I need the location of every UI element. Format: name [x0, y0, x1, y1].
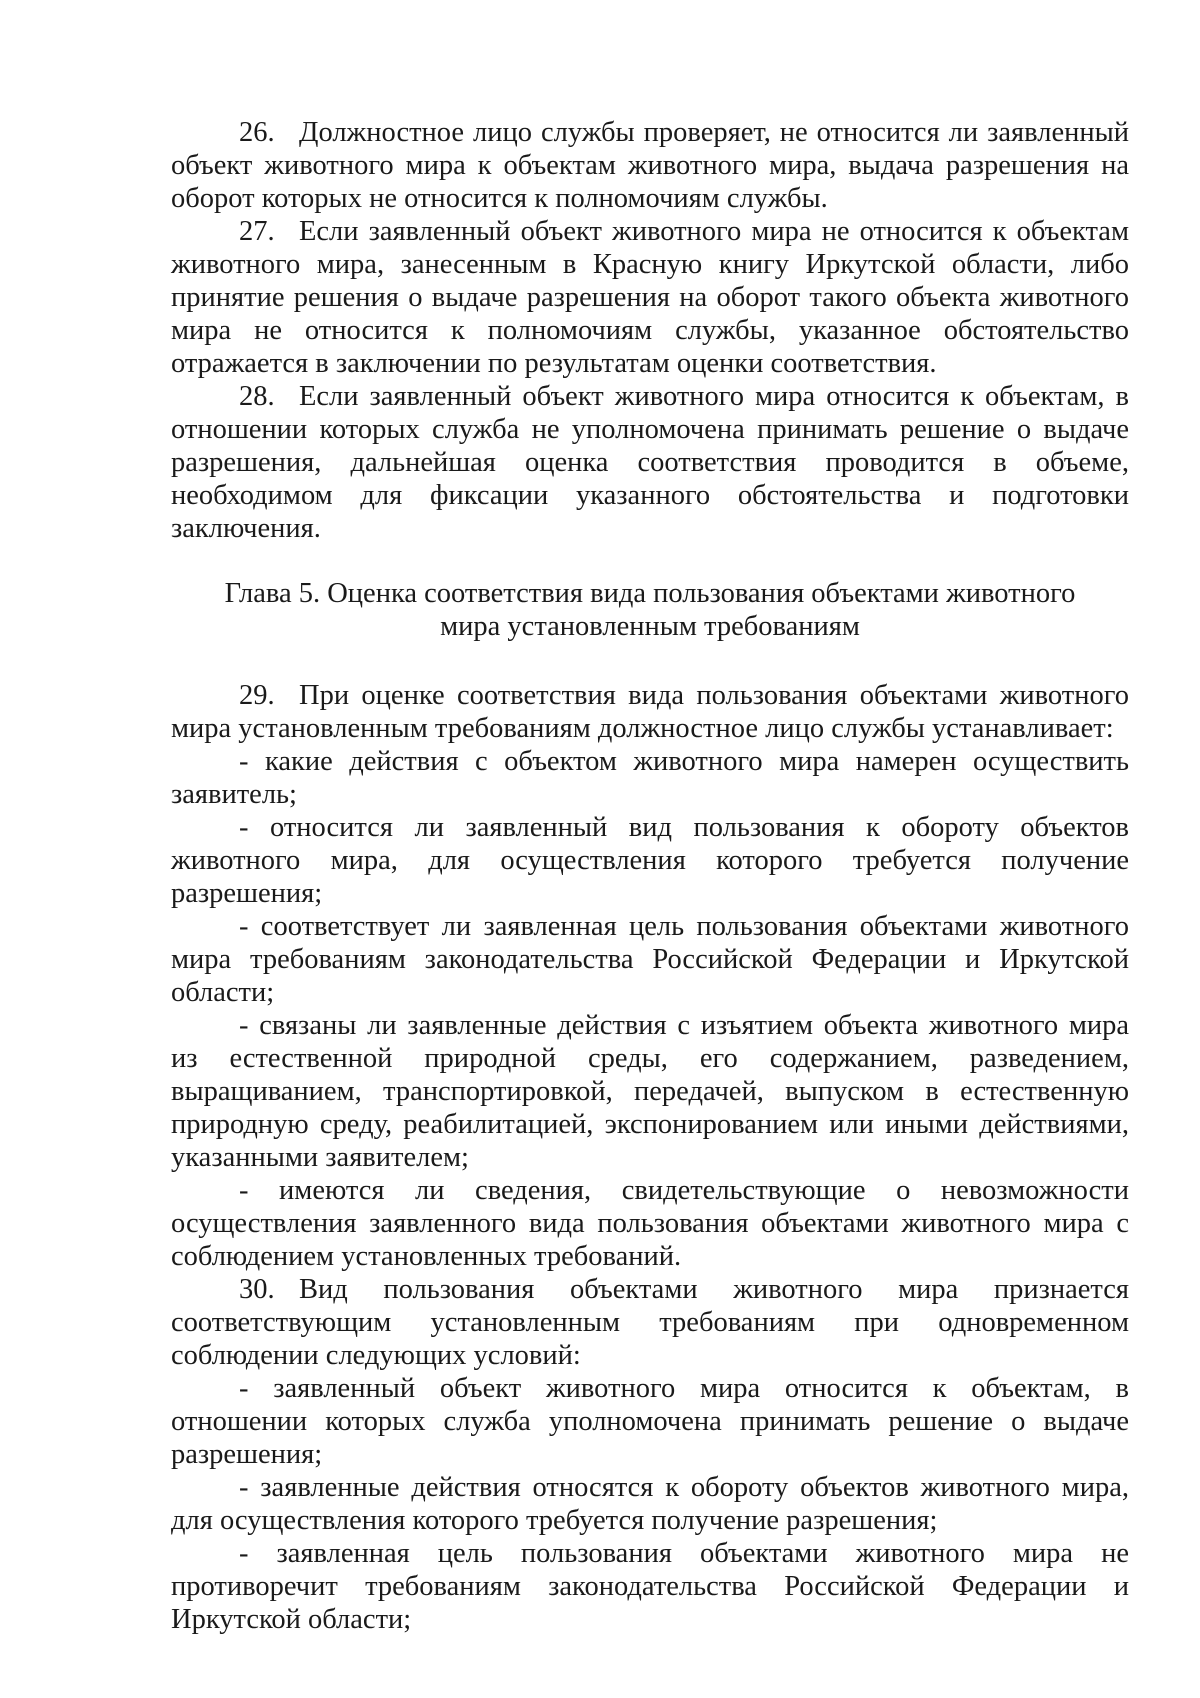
- paragraph-number: 30.: [239, 1274, 275, 1305]
- list-item: - имеются ли сведения, свидетельствующие о невозможности осуществления заявленного вида пользования объектами животного мира с соблюдением установленных требований.: [171, 1175, 1129, 1272]
- list-item: - заявленная цель пользования объектами животного мира не противоречит требованиям законодательства Российской Федерации и Иркутской области;: [171, 1538, 1129, 1635]
- paragraph-text: Если заявленный объект животного мира относится к объектам, в отношении которых служба не уполномочена принимать решение о выдаче разрешения, дальнейшая оценка соответствия проводится в объеме, необходимом для фиксации указанного обстоятельства и подготовки заключения.: [171, 381, 1129, 544]
- paragraph-number: 28.: [239, 381, 275, 412]
- paragraph-number: 27.: [239, 216, 275, 247]
- list-item: - относится ли заявленный вид пользования к обороту объектов животного мира, для осуществления которого требуется получение разрешения;: [171, 812, 1129, 909]
- paragraph-27: [171, 215, 1129, 380]
- list-item: - связаны ли заявленные действия с изъятием объекта животного мира из естественной природной среды, его содержанием, разведением, выращиванием, транспортировкой, передачей, выпуском в естественную природную среду, реабилитацией, экспонированием или иными действиями, указанными заявителем;: [171, 1010, 1129, 1173]
- paragraphs-before-heading: [171, 116, 1129, 545]
- list-item: - заявленный объект животного мира относится к объектам, в отношении которых служба уполномочена принимать решение о выдаче разрешения;: [171, 1373, 1129, 1470]
- chapter-heading-line-2: мира установленным требованиям: [440, 611, 860, 642]
- paragraph-29: [171, 679, 1129, 745]
- chapter-heading: [171, 577, 1129, 643]
- chapter-heading-line-1: Глава 5. Оценка соответствия вида пользования объектами животного: [224, 578, 1076, 609]
- paragraph-26: [171, 116, 1129, 215]
- paragraph-text: При оценке соответствия вида пользования объектами животного мира установленным требованиям должностное лицо службы устанавливает:: [171, 680, 1129, 744]
- paragraph-number: 26.: [239, 117, 275, 148]
- paragraphs-after-heading: [171, 679, 1129, 1636]
- paragraph-number: 29.: [239, 680, 275, 711]
- paragraph-text: Если заявленный объект животного мира не относится к объектам животного мира, занесенным в Красную книгу Иркутской области, либо принятие решения о выдаче разрешения на оборот такого объекта животного мира не относится к полномочиям службы, указанное обстоятельство отражается в заключении по результатам оценки соответствия.: [171, 216, 1129, 379]
- paragraph-text: Вид пользования объектами животного мира признается соответствующим установленным требованиям при одновременном соблюдении следующих условий:: [171, 1274, 1129, 1371]
- paragraph-28: [171, 380, 1129, 545]
- paragraph-text: Должностное лицо службы проверяет, не относится ли заявленный объект животного мира к объектам животного мира, выдача разрешения на оборот которых не относится к полномочиям службы.: [171, 117, 1129, 214]
- list-item: - какие действия с объектом животного мира намерен осуществить заявитель;: [171, 746, 1129, 810]
- list-item: - соответствует ли заявленная цель пользования объектами животного мира требованиям законодательства Российской Федерации и Иркутской области;: [171, 911, 1129, 1008]
- paragraph-30: [171, 1273, 1129, 1372]
- list-item: - заявленные действия относятся к обороту объектов животного мира, для осуществления которого требуется получение разрешения;: [171, 1472, 1129, 1536]
